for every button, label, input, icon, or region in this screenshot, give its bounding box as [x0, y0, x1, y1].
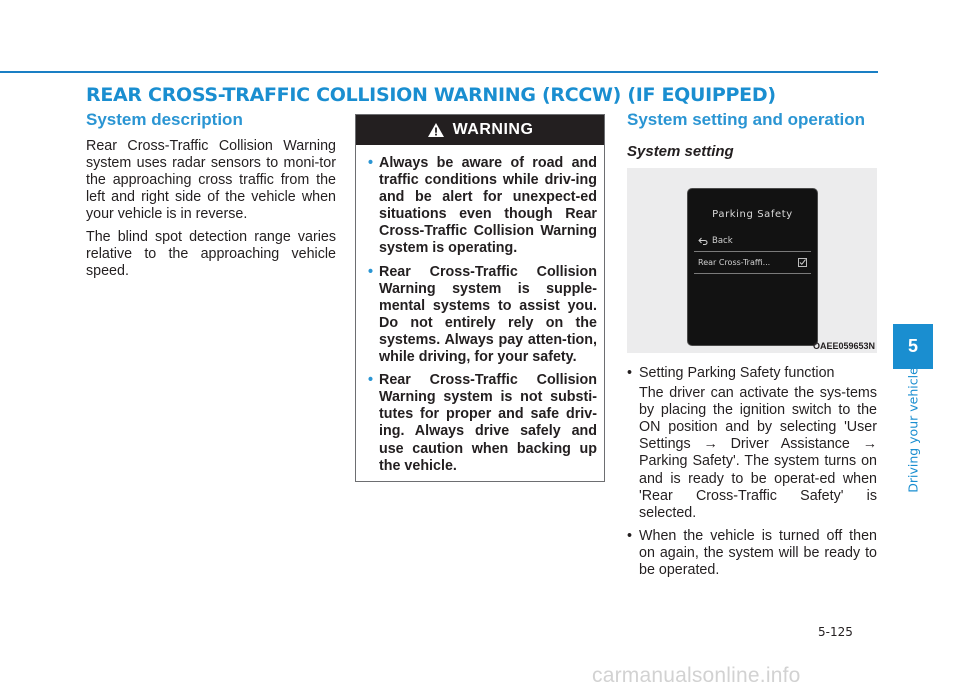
operation-item [627, 365, 877, 522]
parking-safety-figure [627, 168, 877, 353]
screen-menu-item: Rear Cross-Traffi... [698, 258, 771, 267]
bullet-icon: • [627, 365, 633, 381]
operation-item-text: When the vehicle is turned off then on again, the system will be ready to be operated. [639, 527, 877, 579]
page-title: REAR CROSS-TRAFFIC COLLISION WARNING (RCCW) (IF EQUIPPED) [86, 84, 776, 106]
bullet-icon: • [368, 155, 374, 171]
screen-back [698, 236, 733, 246]
warning-item-text: Rear Cross-Traffic Collision Warning system is not substi-tutes for proper and safe driv-ing. Always drive safely and use caution when backing up the vehicle. [379, 372, 597, 474]
warning-item-text: Always be aware of road and traffic conditions while driv-ing and be alert for unexpect-ed situations even though Rear Cross-Traffic Collision Warning system is operating. [379, 155, 597, 257]
chapter-tab [893, 324, 933, 369]
cluster-screen [687, 188, 818, 346]
bullet-icon: • [368, 372, 374, 389]
bullet-icon: • [368, 263, 374, 280]
checkbox-checked-icon [798, 258, 807, 267]
warning-item [368, 264, 597, 367]
figure-code: OAEE059653N [812, 341, 875, 351]
page-number: 5-125 [818, 625, 853, 639]
warning-title: WARNING [452, 121, 534, 138]
operation-list [627, 365, 877, 579]
chapter-title: Driving your vehicle [905, 367, 921, 493]
warning-item [368, 155, 597, 258]
system-setting-heading: System setting and operation [627, 110, 866, 129]
operation-item-lead: Setting Parking Safety function [639, 365, 835, 381]
operation-item [627, 528, 877, 579]
description-paragraph-2: The blind spot detection range varies relative to the approaching vehicle speed. [86, 229, 336, 279]
chapter-number: 5 [907, 336, 918, 356]
warning-item-text: Rear Cross-Traffic Collision Warning system is supple-mental systems to assist you. Do not entirely rely on the systems. Always pay atten-tion, while driving, for your safety. [379, 263, 597, 366]
description-paragraph-1: Rear Cross-Traffic Collision Warning system uses radar sensors to moni-tor the approaching cross traffic from the left and right side of the vehicle when your vehicle is in reverse. [86, 138, 336, 222]
screen-divider [694, 251, 811, 252]
bullet-icon: • [627, 527, 633, 544]
watermark: carmanualsonline.info [592, 664, 801, 687]
screen-title: Parking Safety [712, 209, 793, 220]
back-label: Back [712, 236, 733, 246]
warning-header [356, 115, 604, 145]
system-description-heading: System description [86, 110, 243, 129]
header-rule [0, 71, 878, 73]
warning-item [368, 372, 597, 475]
operation-item-text: The driver can activate the sys-tems by placing the ignition switch to the ON position and by selecting 'User Settings → Driver Assistance → Parking Safety'. The system turns on and is ready to be operat-ed when 'Rear Cross-Traffic Safety' is selected. [639, 385, 877, 521]
warning-list [356, 145, 604, 475]
system-setting-section [627, 110, 877, 585]
back-arrow-icon [698, 237, 708, 245]
system-setting-subheading: System setting [627, 143, 734, 160]
warning-box [355, 114, 605, 482]
screen-divider [694, 273, 811, 274]
warning-triangle-icon [427, 122, 445, 138]
system-description-section [86, 110, 336, 280]
